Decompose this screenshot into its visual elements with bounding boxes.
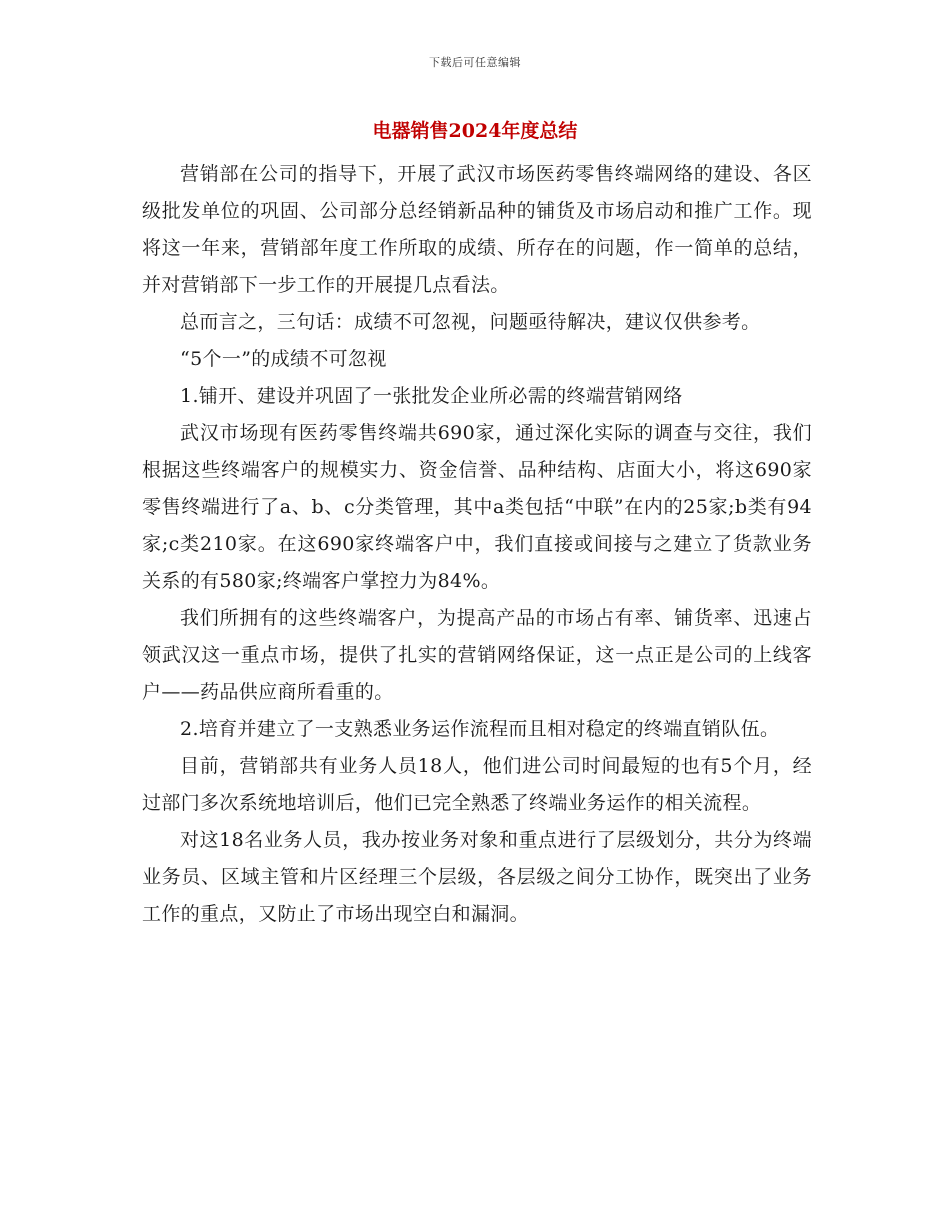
download-note: 下载后可任意编辑 xyxy=(429,56,521,69)
paragraph-team-structure: 对这18名业务人员，我办按业务对象和重点进行了层级划分，共分为终端业务员、区域主管和片区经理三个层级，各层级之间分工协作，既突出了业务工作的重点，又防止了市场出现空白和漏洞。 xyxy=(142,829,812,925)
paragraph-intro: 营销部在公司的指导下，开展了武汉市场医药零售终端网络的建设、各区级批发单位的巩固、公司部分总经销新品种的铺货及市场启动和推广工作。现将这一年来，营销部年度工作所取的成绩、所存在的问题，作一简单的总结，并对营销部下一步工作的开展提几点看法。 xyxy=(142,163,812,296)
paragraph-summary: 总而言之，三句话：成绩不可忽视，问题亟待解决，建议仅供参考。 xyxy=(180,311,761,333)
section-heading-achievements: “5个一”的成绩不可忽视 xyxy=(180,348,387,370)
paragraph-network-value: 我们所拥有的这些终端客户，为提高产品的市场占有率、铺货率、迅速占领武汉这一重点市场，提供了扎实的营销网络保证，这一点正是公司的上线客户——药品供应商所看重的。 xyxy=(142,607,812,703)
document-body xyxy=(142,156,812,933)
paragraph-team-detail: 目前，营销部共有业务人员18人，他们进公司时间最短的也有5个月，经过部门多次系统地培训后，他们已完全熟悉了终端业务运作的相关流程。 xyxy=(142,755,812,814)
paragraph-network-detail: 武汉市场现有医药零售终端共690家，通过深化实际的调查与交往，我们根据这些终端客户的规模实力、资金信誉、品种结构、店面大小，将这690家零售终端进行了a、b、c分类管理，其中a类包括“中联”在内的25家;b类有94家;c类210家。在这690家终端客户中，我们直接或间接与之建立了货款业务关系的有580家;终端客户掌控力为84%。 xyxy=(142,422,812,592)
document-title: 电器销售2024年度总结 xyxy=(372,120,578,142)
subheading-team: 2.培育并建立了一支熟悉业务运作流程而且相对稳定的终端直销队伍。 xyxy=(180,718,780,740)
subheading-network: 1.铺开、建设并巩固了一张批发企业所必需的终端营销网络 xyxy=(180,385,683,407)
